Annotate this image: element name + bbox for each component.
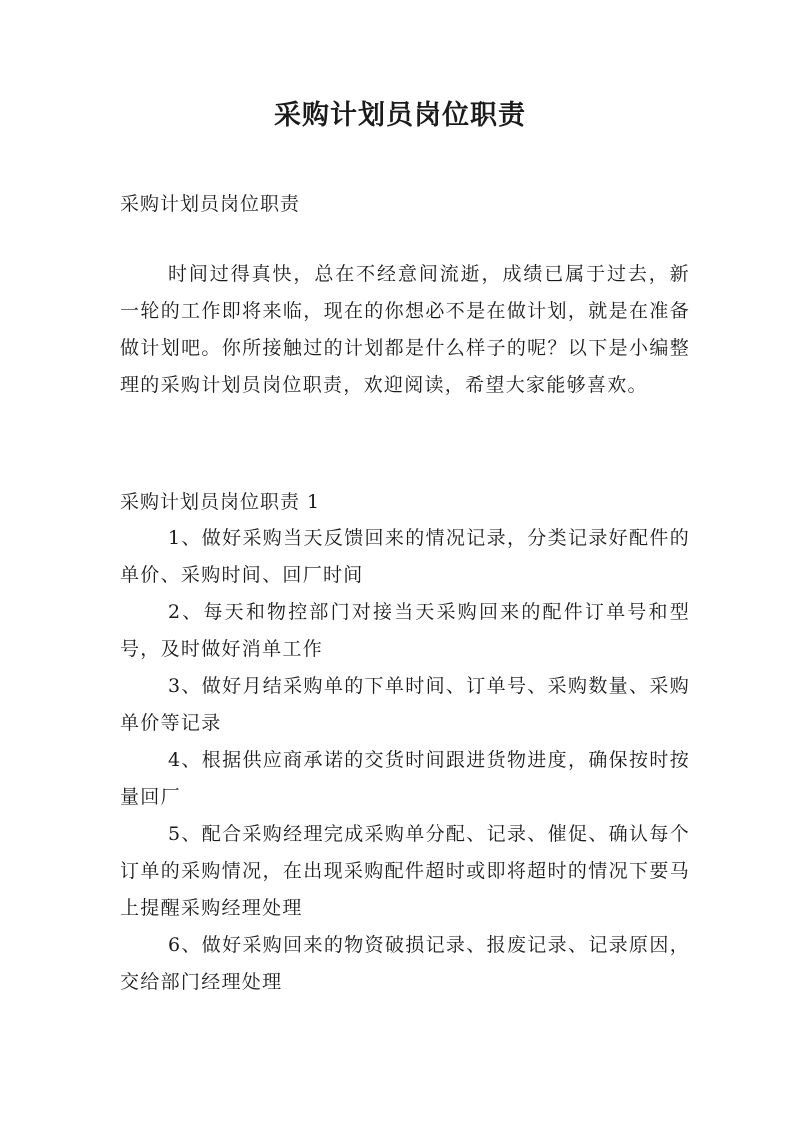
duties-section — [120, 484, 690, 1001]
duty-item-2: 2、每天和物控部门对接当天采购回来的配件订单号和型号，及时做好消单工作 — [120, 601, 690, 660]
duty-item-5: 5、配合采购经理完成采购单分配、记录、催促、确认每个订单的采购情况，在出现采购配件超时或即将超时的情况下要马上提醒采购经理处理 — [120, 823, 690, 919]
duty-item-6: 6、做好采购回来的物资破损记录、报废记录、记录原因，交给部门经理处理 — [120, 934, 690, 993]
intro-paragraph: 时间过得真快，总在不经意间流逝，成绩已属于过去，新一轮的工作即将来临，现在的你想必不是在做计划，就是在准备做计划吧。你所接触过的计划都是什么样子的呢？以下是小编整理的采购计划员岗位职责，欢迎阅读，希望大家能够喜欢。 — [120, 263, 690, 396]
section-heading: 采购计划员岗位职责 1 — [120, 491, 321, 513]
document-subtitle: 采购计划员岗位职责 — [120, 193, 301, 215]
duty-item-3: 3、做好月结采购单的下单时间、订单号、采购数量、采购单价等记录 — [120, 675, 690, 734]
duty-item-1: 1、做好采购当天反馈回来的情况记录，分类记录好配件的单价、采购时间、回厂时间 — [120, 527, 690, 586]
duty-item-4: 4、根据供应商承诺的交货时间跟进货物进度，确保按时按量回厂 — [120, 749, 690, 808]
document-title: 采购计划员岗位职责 — [274, 100, 526, 131]
